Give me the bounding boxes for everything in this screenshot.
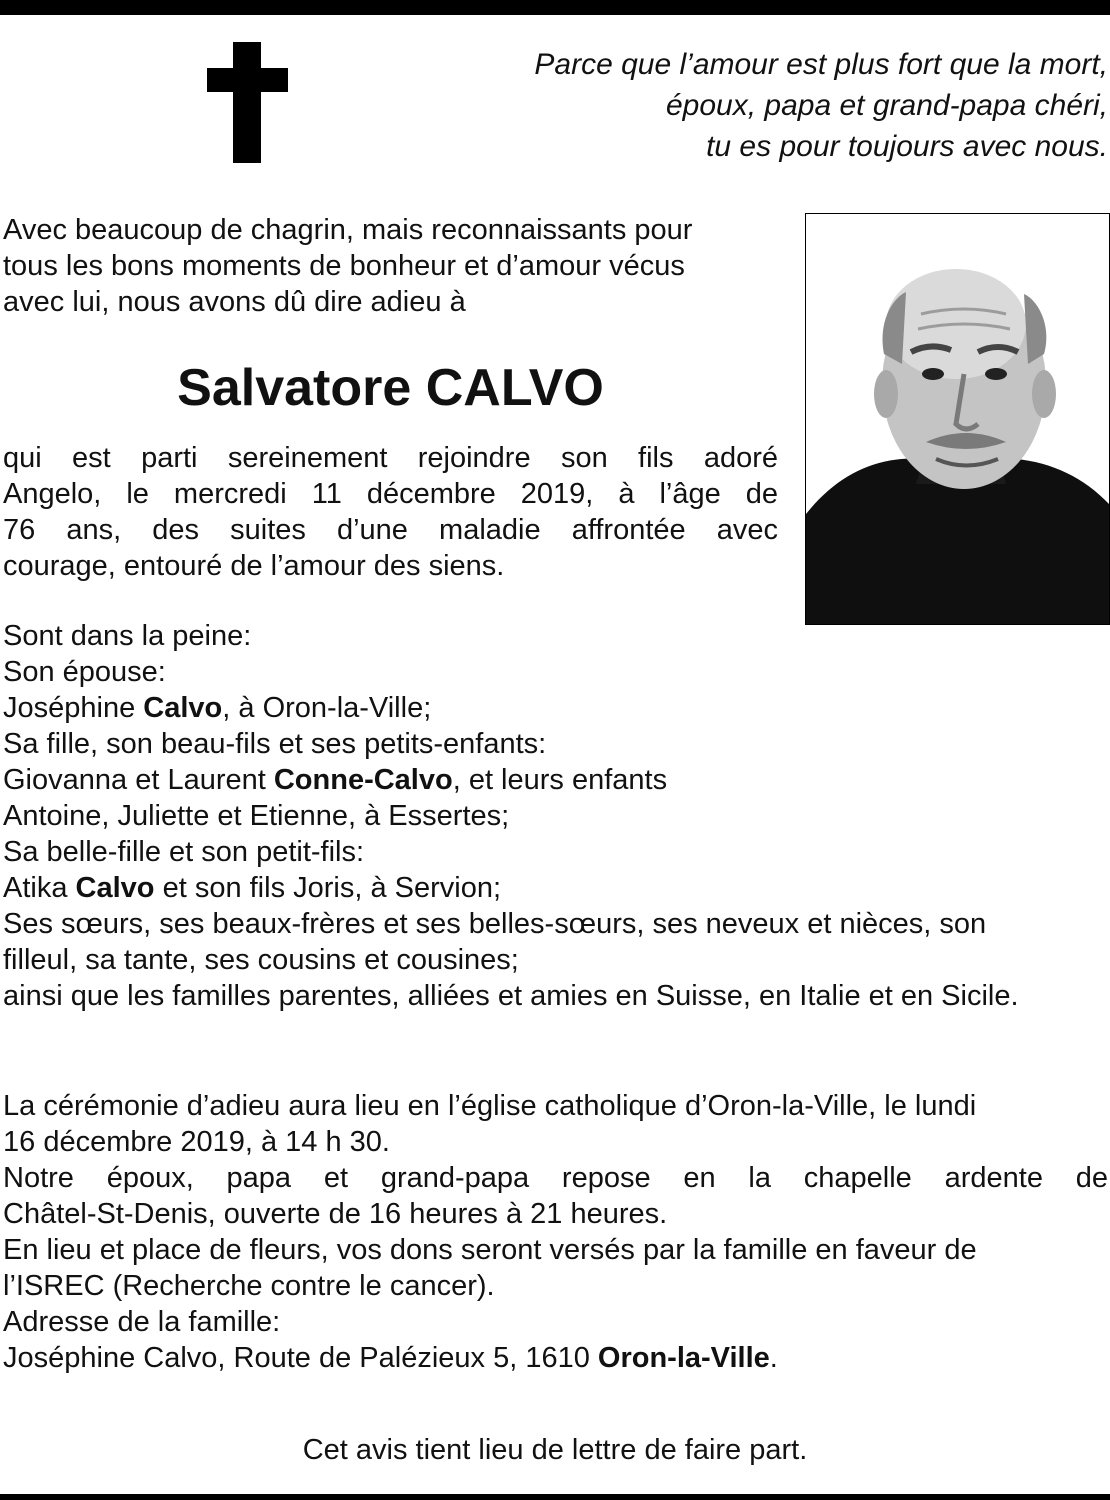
cross-vertical-bar — [233, 42, 261, 163]
family-address — [3, 1340, 1108, 1376]
bottom-border — [0, 1494, 1110, 1500]
daughter-in-law-first-name: Atika — [3, 872, 76, 904]
portrait-image — [806, 214, 1109, 624]
top-border — [0, 0, 1110, 15]
service-line: La cérémonie d’adieu aura lieu en l’église catholique d’Oron-la-Ville, le lundi — [3, 1090, 977, 1122]
closing-note: Cet avis tient lieu de lettre de faire part. — [302, 1434, 808, 1466]
spouse-surname: Calvo — [143, 692, 223, 724]
mourning-heading: Sont dans la peine: — [3, 620, 252, 652]
address-text: Joséphine Calvo, Route de Palézieux 5, 1610 — [3, 1342, 598, 1374]
announcement-line: Angelo, le mercredi 11 décembre 2019, à l’âge de — [3, 478, 778, 510]
siblings-line: filleul, sa tante, ses cousins et cousines; — [3, 944, 519, 976]
service-line: 16 décembre 2019, à 14 h 30. — [3, 1126, 390, 1158]
spouse-first-name: Joséphine — [3, 692, 144, 724]
siblings-line: Ses sœurs, ses beaux-frères et ses belles-sœurs, ses neveux et nièces, son — [3, 908, 987, 940]
quote-line: Parce que l’amour est plus fort que la mort, — [534, 48, 1108, 81]
announcement-line: 76 ans, des suites d’une maladie affrontée avec — [3, 514, 778, 546]
chapel-line: Notre époux, papa et grand-papa repose en la chapelle ardente de — [3, 1162, 1108, 1194]
daughter-surname: Conne-Calvo — [273, 764, 453, 796]
relatives-line: ainsi que les familles parentes, alliées et amies en Suisse, en Italie et en Sicile. — [3, 980, 1019, 1012]
daughter-in-law-rest: et son fils Joris, à Servion; — [154, 872, 502, 904]
address-end: . — [769, 1342, 778, 1374]
spouse-entry — [3, 690, 1108, 726]
announcement-line: courage, entouré de l’amour des siens. — [3, 550, 505, 582]
ceremony-details — [3, 1088, 1108, 1376]
spouse-label: Son épouse: — [3, 656, 166, 688]
intro-paragraph — [3, 212, 778, 320]
address-city: Oron-la-Ville — [597, 1342, 770, 1374]
daughter-in-law-surname: Calvo — [75, 872, 155, 904]
intro-line: Avec beaucoup de chagrin, mais reconnaissants pour — [3, 214, 693, 246]
grandchildren-entry: Antoine, Juliette et Etienne, à Essertes; — [3, 800, 510, 832]
donations-line: l’ISREC (Recherche contre le cancer). — [3, 1270, 495, 1302]
daughter-entry — [3, 762, 1108, 798]
memorial-quote — [408, 44, 1108, 167]
family-list — [3, 618, 1108, 1014]
daughter-first-names: Giovanna et Laurent — [3, 764, 274, 796]
quote-line: tu es pour toujours avec nous. — [706, 130, 1108, 163]
cross-horizontal-bar — [207, 68, 288, 92]
address-label: Adresse de la famille: — [3, 1306, 281, 1338]
spouse-location: , à Oron-la-Ville; — [222, 692, 432, 724]
donations-line: En lieu et place de fleurs, vos dons seront versés par la famille en faveur de — [3, 1234, 977, 1266]
announcement-paragraph — [3, 440, 778, 584]
daughter-label: Sa fille, son beau-fils et ses petits-enfants: — [3, 728, 547, 760]
daughter-rest: , et leurs enfants — [452, 764, 668, 796]
daughter-in-law-entry — [3, 870, 1108, 906]
intro-line: tous les bons moments de bonheur et d’amour vécus — [3, 250, 685, 282]
portrait-photo — [805, 213, 1110, 625]
daughter-in-law-label: Sa belle-fille et son petit-fils: — [3, 836, 365, 868]
announcement-line: qui est parti sereinement rejoindre son fils adoré — [3, 442, 778, 474]
chapel-line: Châtel-St-Denis, ouverte de 16 heures à 21 heures. — [3, 1198, 668, 1230]
intro-line: avec lui, nous avons dû dire adieu à — [3, 286, 466, 318]
deceased-name: Salvatore CALVO — [177, 359, 604, 417]
quote-line: époux, papa et grand-papa chéri, — [666, 89, 1108, 122]
